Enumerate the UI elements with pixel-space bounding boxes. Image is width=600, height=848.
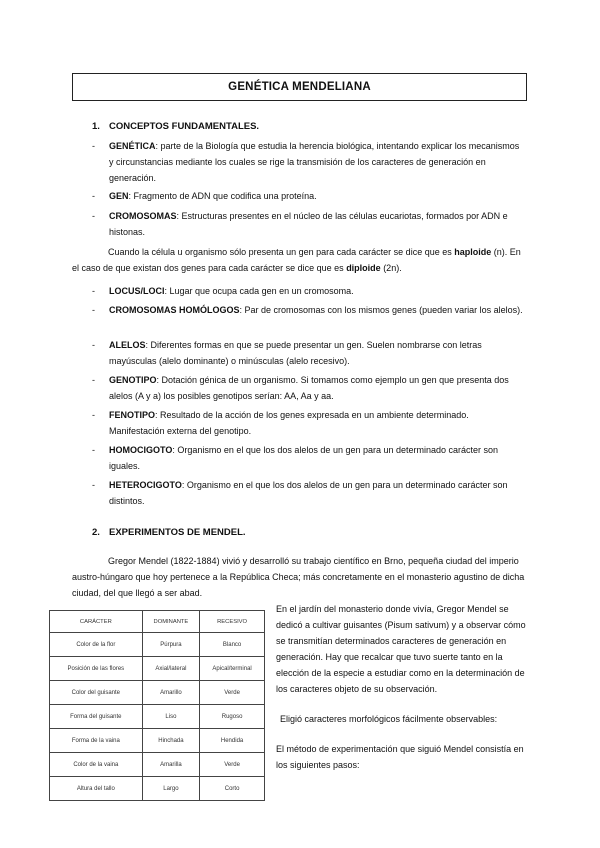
page-title-text: GENÉTICA MENDELIANA <box>228 81 371 93</box>
table-cell: Color del guisante <box>50 681 143 705</box>
ploidy-text-2: (n). En el caso de que existan dos genes para cada carácter se dice que es <box>72 247 521 273</box>
definition-term: CROMOSOMAS <box>109 211 177 221</box>
table-cell: Amarillo <box>142 681 199 705</box>
section-number: 2. <box>92 527 100 538</box>
definition-text: : Diferentes formas en que se puede presentar un gen. Suelen nombrarse con letras mayúsculas (alelo dominante) o minúsculas (alelo recesivo). <box>109 340 482 366</box>
haploid-term: haploide <box>454 247 492 257</box>
definition-term: HOMOCIGOTO <box>109 445 173 455</box>
section-title: CONCEPTOS FUNDAMENTALES. <box>109 121 260 132</box>
table-cell: Posición de las flores <box>50 657 143 681</box>
table-header-cell: DOMINANTE <box>142 611 199 633</box>
characters-table <box>49 610 265 801</box>
definition-term: ALELOS <box>109 340 146 350</box>
definition-text: : Organismo en el que los dos alelos de un gen para un determinado carácter son iguales. <box>109 445 499 471</box>
table-cell: Hendida <box>200 729 265 753</box>
definition-term: HETEROCIGOTO <box>109 480 182 490</box>
table-cell: Axial/lateral <box>142 657 199 681</box>
definition-text: : Fragmento de ADN que codifica una proteína. <box>128 191 317 201</box>
page-title <box>72 73 527 101</box>
characters-paragraph: Eligió caracteres morfológicos fácilmente observables: <box>280 714 498 724</box>
table-cell: Color de la flor <box>50 633 143 657</box>
ploidy-paragraph <box>72 244 528 276</box>
definition-genetica <box>92 138 524 186</box>
ploidy-text-1: Cuando la célula u organismo sólo presenta un gen para cada carácter se dice que es <box>108 247 455 257</box>
bullet-dash: - <box>92 445 95 455</box>
bullet-dash: - <box>92 211 95 221</box>
table-cell: Rugoso <box>200 705 265 729</box>
bullet-dash: - <box>92 410 95 420</box>
definition-heterocigoto <box>92 477 524 509</box>
table-cell: Altura del tallo <box>50 777 143 801</box>
table-cell: Forma del guisante <box>50 705 143 729</box>
definition-cromosomas-homologos <box>92 302 524 318</box>
table-cell: Verde <box>200 681 265 705</box>
table-cell: Corto <box>200 777 265 801</box>
mendel-intro: Gregor Mendel (1822-1884) vivió y desarrolló su trabajo científico en Brno, pequeña ciudad del imperio austro-húngaro que hoy pertenece a la República Checa; más concretamente en el monasterio agustino de dicha ciudad, del que llegó a ser abad. <box>72 556 525 598</box>
diploid-term: diploide <box>346 263 381 273</box>
definition-term: GENOTIPO <box>109 375 157 385</box>
definition-gen <box>92 188 524 204</box>
definition-term: GEN <box>109 191 129 201</box>
table-row <box>50 705 265 729</box>
bullet-dash: - <box>92 480 95 490</box>
definition-text: : Organismo en el que los dos alelos de un gen para un determinado carácter son distintos. <box>109 480 508 506</box>
bullet-dash: - <box>92 375 95 385</box>
table-cell: Blanco <box>200 633 265 657</box>
bullet-dash: - <box>92 340 95 350</box>
definition-text: : Dotación génica de un organismo. Si tomamos como ejemplo un gen que presenta dos alelos (A y a) los posibles genotipos serían: AA, Aa y aa. <box>109 375 509 401</box>
table-cell: Liso <box>142 705 199 729</box>
table-row <box>50 753 265 777</box>
definition-text: : Lugar que ocupa cada gen en un cromosoma. <box>164 286 354 296</box>
table-row <box>50 777 265 801</box>
bullet-dash: - <box>92 286 95 296</box>
table-cell: Amarilla <box>142 753 199 777</box>
bullet-dash: - <box>92 191 95 201</box>
garden-paragraph: En el jardín del monasterio donde vivía, Gregor Mendel se dedicó a cultivar guisantes (Pisum sativum) y a observar cómo se transmitían determinados caracteres de generación en generación. Hay que recalcar que tuvo suerte tanto en la elección de la especie a estudiar como en la determinación de los caracteres objeto de su observación. <box>276 604 526 694</box>
table-cell: Forma de la vaina <box>50 729 143 753</box>
table-cell: Púrpura <box>142 633 199 657</box>
table-header-cell: RECESIVO <box>200 611 265 633</box>
bullet-dash: - <box>92 305 95 315</box>
definition-term: FENOTIPO <box>109 410 156 420</box>
table-cell: Apical/terminal <box>200 657 265 681</box>
bullet-dash: - <box>92 141 95 151</box>
definition-term: CROMOSOMAS HOMÓLOGOS <box>109 305 240 315</box>
section-heading-1 <box>92 121 259 132</box>
table-cell: Verde <box>200 753 265 777</box>
section-title: EXPERIMENTOS DE MENDEL. <box>109 527 246 538</box>
definition-text: : Resultado de la acción de los genes expresada en un ambiente determinado. Manifestación externa del genotipo. <box>109 410 469 436</box>
table-cell: Color de la vaina <box>50 753 143 777</box>
ploidy-text-3: (2n). <box>380 263 402 273</box>
definition-cromosomas <box>92 208 524 240</box>
definition-text: : parte de la Biología que estudia la herencia biológica, intentando explicar los mecanismos y circunstancias mediante los cuales se rige la transmisión de los caracteres de generación en generación. <box>109 141 520 183</box>
table-header-row <box>50 611 265 633</box>
table-row <box>50 681 265 705</box>
definition-term: LOCUS/LOCI <box>109 286 165 296</box>
definition-text: : Estructuras presentes en el núcleo de las células eucariotas, formados por ADN e histonas. <box>109 211 508 237</box>
section-number: 1. <box>92 121 100 132</box>
table-row <box>50 633 265 657</box>
definition-term: GENÉTICA <box>109 141 156 151</box>
method-paragraph: El método de experimentación que siguió Mendel consistía en los siguientes pasos: <box>276 744 524 770</box>
table-cell: Hinchada <box>142 729 199 753</box>
definition-fenotipo <box>92 407 524 439</box>
definition-locus <box>92 283 524 299</box>
table-cell: Largo <box>142 777 199 801</box>
section-heading-2 <box>92 527 246 538</box>
table-header-cell: CARÁCTER <box>50 611 143 633</box>
table-row <box>50 729 265 753</box>
table-row <box>50 657 265 681</box>
definition-alelos <box>92 337 524 369</box>
definition-text: : Par de cromosomas con los mismos genes (pueden variar los alelos). <box>239 305 523 315</box>
definition-genotipo <box>92 372 524 404</box>
definition-homocigoto <box>92 442 524 474</box>
